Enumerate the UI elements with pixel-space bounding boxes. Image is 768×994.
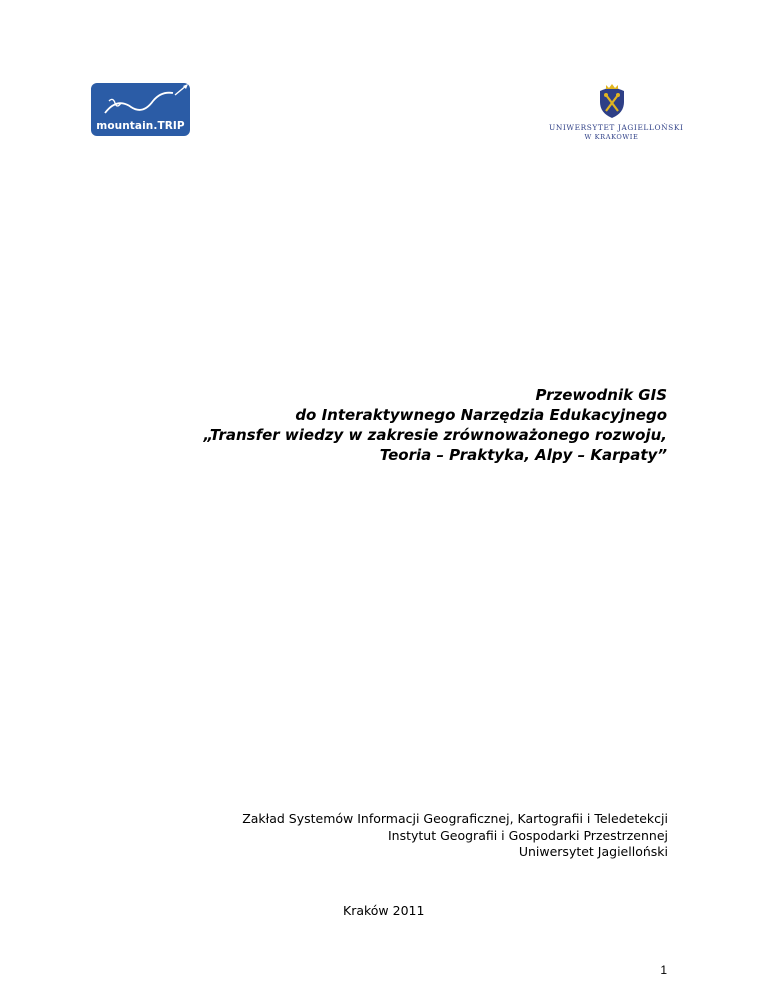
mountaintrip-logo-text: mountain.TRIP (96, 120, 185, 132)
title-line-1: Przewodnik GIS (535, 386, 667, 404)
place-and-year: Kraków 2011 (343, 903, 425, 918)
title-line-4: Teoria – Praktyka, Alpy – Karpaty” (379, 446, 667, 464)
uj-logo-name: UNIWERSYTET JAGIELLOŃSKI (549, 123, 684, 132)
page-number: 1 (660, 963, 667, 977)
title-line-2: do Interaktywnego Narzędzia Edukacyjnego (295, 406, 667, 424)
university-crest-icon (597, 84, 627, 120)
affiliation-institute: Instytut Geografii i Gospodarki Przestrzennej (387, 827, 668, 843)
affiliation-block (242, 811, 668, 861)
mountaintrip-logo (91, 83, 190, 136)
affiliation-department: Zakład Systemów Informacji Geograficznej, Kartografii i Teledetekcji (242, 811, 668, 826)
uj-logo-city: W KRAKOWIE (584, 133, 639, 141)
title-line-3: „Transfer wiedzy w zakresie zrównoważonego rozwoju, (203, 426, 667, 444)
uj-logo (549, 84, 684, 144)
document-title (204, 385, 667, 465)
affiliation-university: Uniwersytet Jagielloński (518, 844, 668, 859)
